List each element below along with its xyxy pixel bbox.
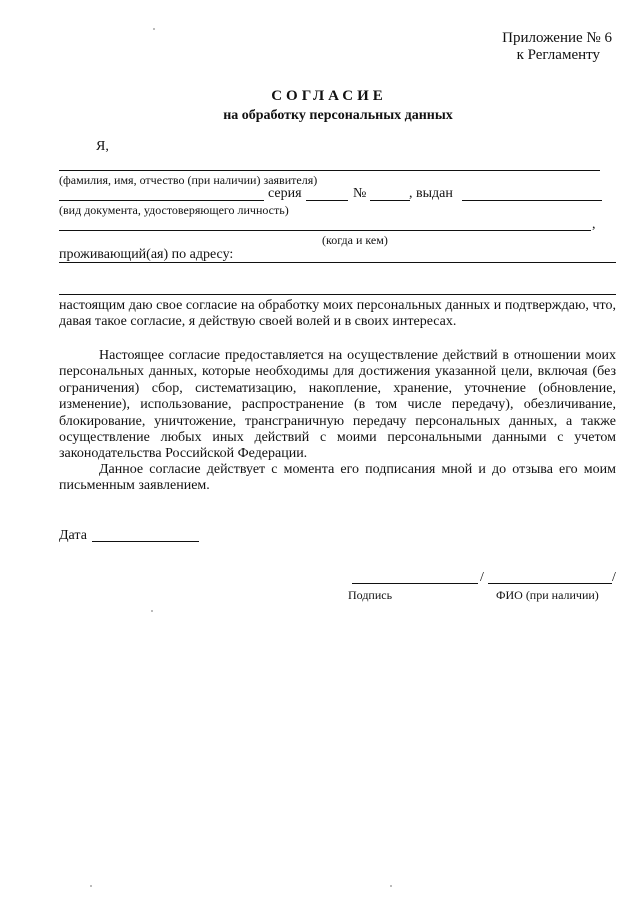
address-line-1[interactable] xyxy=(59,262,616,263)
when-by-whom-caption: (когда и кем) xyxy=(322,233,388,247)
signature-slash: / xyxy=(480,570,484,585)
actions-paragraph: Настоящее согласие предоставляется на осуществление действий в отношении моих персональных данных, которые необходимы для достижения указанной цели, включая (без ограничения) сбор, систематизацию, накопление, хранение, уточнение (обновление, изменение), использование, распространение (в том числе передачу), обезличивание, блокирование, уничтожение, трансграничную передачу персональных данных, а также осуществление любых иных действий с моими персональными данными с учетом законодательства Российской Федерации. xyxy=(59,348,616,462)
signature-caption: Подпись xyxy=(348,588,393,602)
document-subtitle: на обработку персональных данных xyxy=(223,108,453,123)
validity-paragraph: Данное согласие действует с момента его подписания мной и до отзыва его моим письменным заявлением. xyxy=(59,462,616,494)
issued-comma: , xyxy=(592,217,596,232)
number-line[interactable] xyxy=(370,200,410,201)
series-line[interactable] xyxy=(306,200,348,201)
issued-label: , выдан xyxy=(409,186,453,201)
scan-speck xyxy=(90,885,92,887)
scan-speck xyxy=(153,28,155,30)
date-label: Дата xyxy=(59,528,87,543)
consent-statement: настоящим даю свое согласие на обработку моих персональных данных и подтверждаю, что, давая такое согласие, я действую своей волей и в своих интересах. xyxy=(59,298,616,330)
number-label: № xyxy=(353,186,367,201)
appendix-regulation: к Регламенту xyxy=(516,47,600,63)
address-label: проживающий(ая) по адресу: xyxy=(59,247,234,262)
address-line-2[interactable] xyxy=(59,294,616,295)
document-type-line[interactable] xyxy=(59,200,264,201)
fio-slash: / xyxy=(612,570,616,585)
full-name-line[interactable] xyxy=(59,170,600,171)
appendix-number: Приложение № 6 xyxy=(502,30,612,46)
series-label: серия xyxy=(268,186,302,201)
full-name-caption: (фамилия, имя, отчество (при наличии) заявителя) xyxy=(59,173,318,187)
document-title: СОГЛАСИЕ xyxy=(271,88,387,104)
scan-speck xyxy=(151,610,153,612)
date-line[interactable] xyxy=(92,541,199,542)
i-label: Я, xyxy=(96,139,109,154)
issued-by-line[interactable] xyxy=(462,200,602,201)
signature-line[interactable] xyxy=(352,583,478,584)
fio-caption: ФИО (при наличии) xyxy=(496,588,599,602)
fio-line[interactable] xyxy=(488,583,612,584)
scan-speck xyxy=(390,885,392,887)
document-caption: (вид документа, удостоверяющего личность) xyxy=(59,203,289,217)
issued-when-line[interactable] xyxy=(59,230,591,231)
